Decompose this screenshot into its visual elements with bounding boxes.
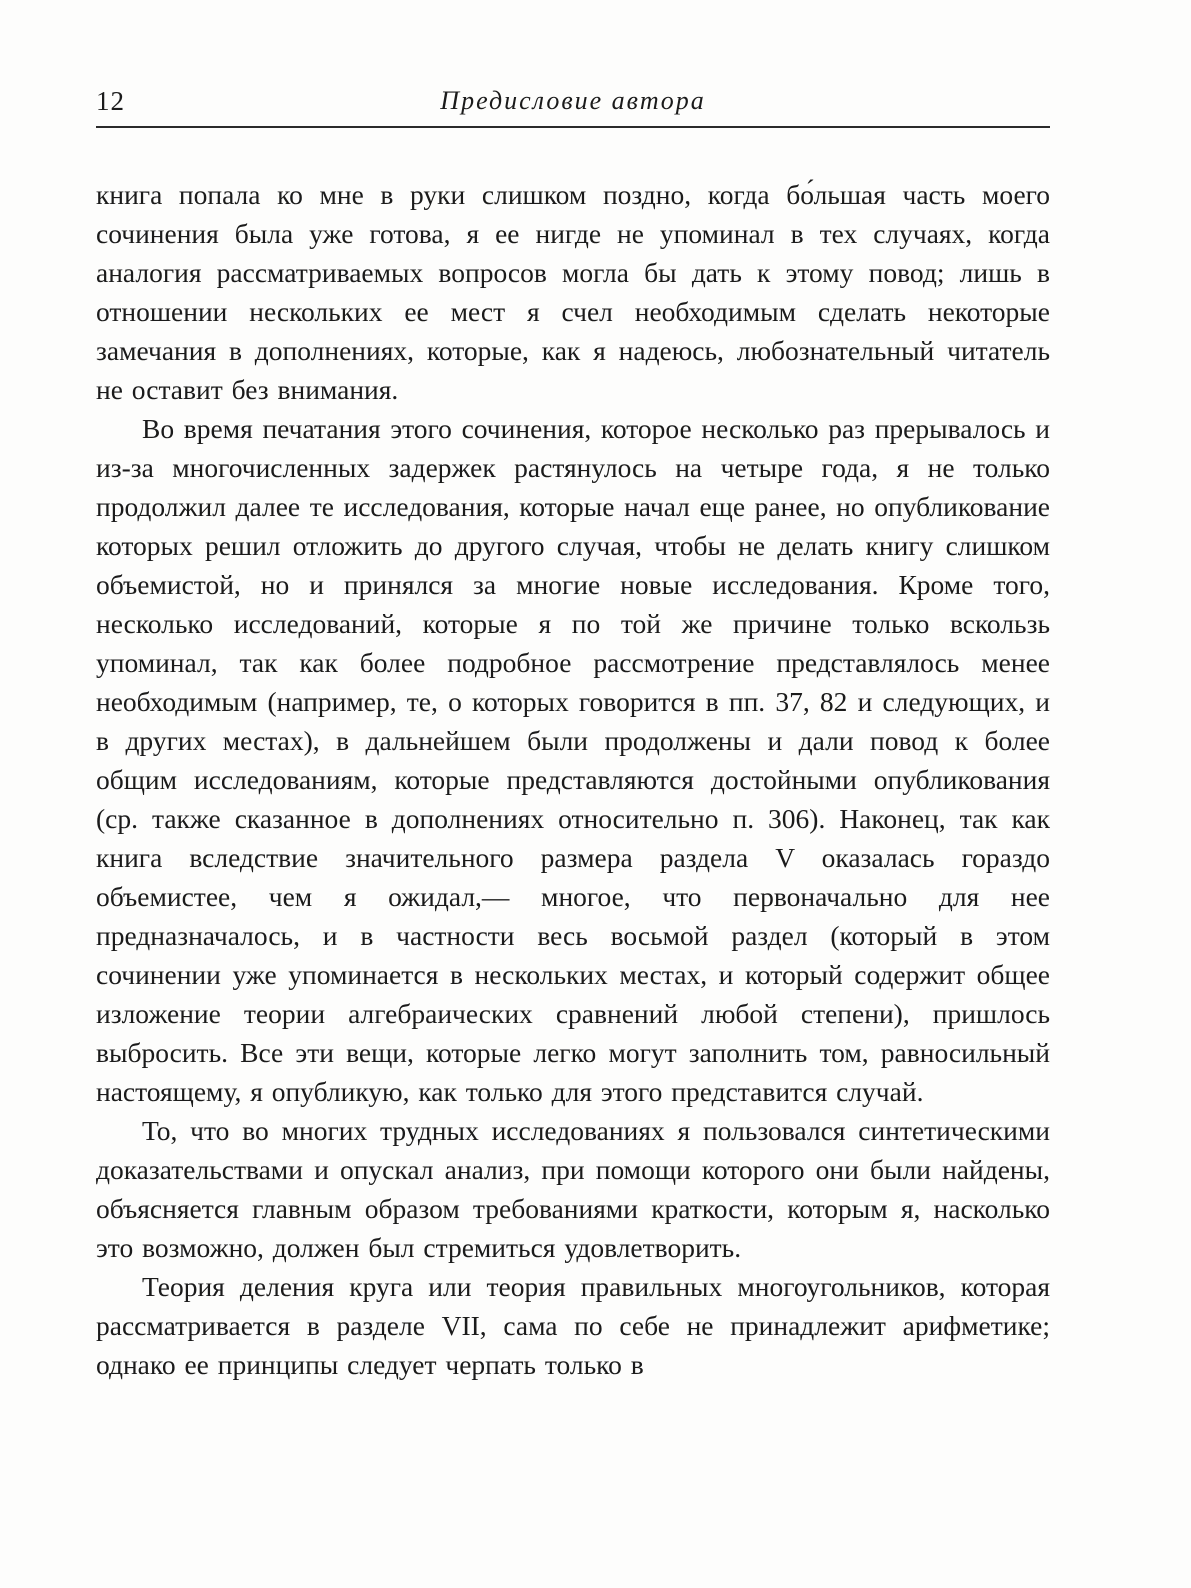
paragraph: Теория деления круга или теория правильных многоугольников, которая рассматривается в разделе VII, сама по себе не принадлежит арифметике; однако ее принципы следует черпать только в (96, 1271, 1050, 1380)
paragraph: Во время печатания этого сочинения, которое несколько раз прерывалось и из-за многочисленных задержек растянулось на четыре года, я не только продолжил далее те исследования, которые начал еще ранее, но опубликование которых решил отложить до другого случая, чтобы не делать книгу слишком объемистой, но и принялся за многие новые исследования. Кроме того, несколько исследований, которые я по той же причине только вскользь упоминал, так как более подробное рассмотрение представлялось менее необходимым (например, те, о которых говорится в пп. 37, 82 и следующих, и в других местах), в дальнейшем были продолжены и дали повод к более общим исследованиям, которые представляются достойными опубликования (ср. также сказанное в дополнениях относительно п. 306). Наконец, так как книга вследствие значительного размера раздела V оказалась гораздо объемистее, чем я ожидал,— многое, что первоначально для нее предназначалось, и в частности весь восьмой раздел (который в этом сочинении уже упоминается в нескольких местах, и который содержит общее изложение теории алгебраических сравнений любой степени), пришлось выбросить. Все эти вещи, которые легко могут заполнить том, равносильный настоящему, я опубликую, как только для этого представится случай. (96, 413, 1050, 1107)
paragraph-continuation: книга попала ко мне в руки слишком поздно, когда бо́льшая часть моего сочинения была уже готова, я ее нигде не упоминал в тех случаях, когда аналогия рассматриваемых вопросов могла бы дать к этому повод; лишь в отношении нескольких ее мест я счел необходимым сделать некоторые замечания в дополнениях, которые, как я надеюсь, любознательный читатель не оставит без внимания. (96, 179, 1050, 405)
page-number: 12 (96, 86, 125, 116)
running-title: Предисловие автора (440, 86, 706, 115)
header-rule-divider (96, 126, 1050, 128)
paragraph: То, что во многих трудных исследованиях я пользовался синтетическими доказательствами и опускал анализ, при помощи которого они были найдены, объясняется главным образом требованиями краткости, которым я, насколько это возможно, должен был стремиться удовлетворить. (96, 1115, 1050, 1263)
page-body (96, 175, 1050, 1384)
page-header (96, 86, 1050, 120)
